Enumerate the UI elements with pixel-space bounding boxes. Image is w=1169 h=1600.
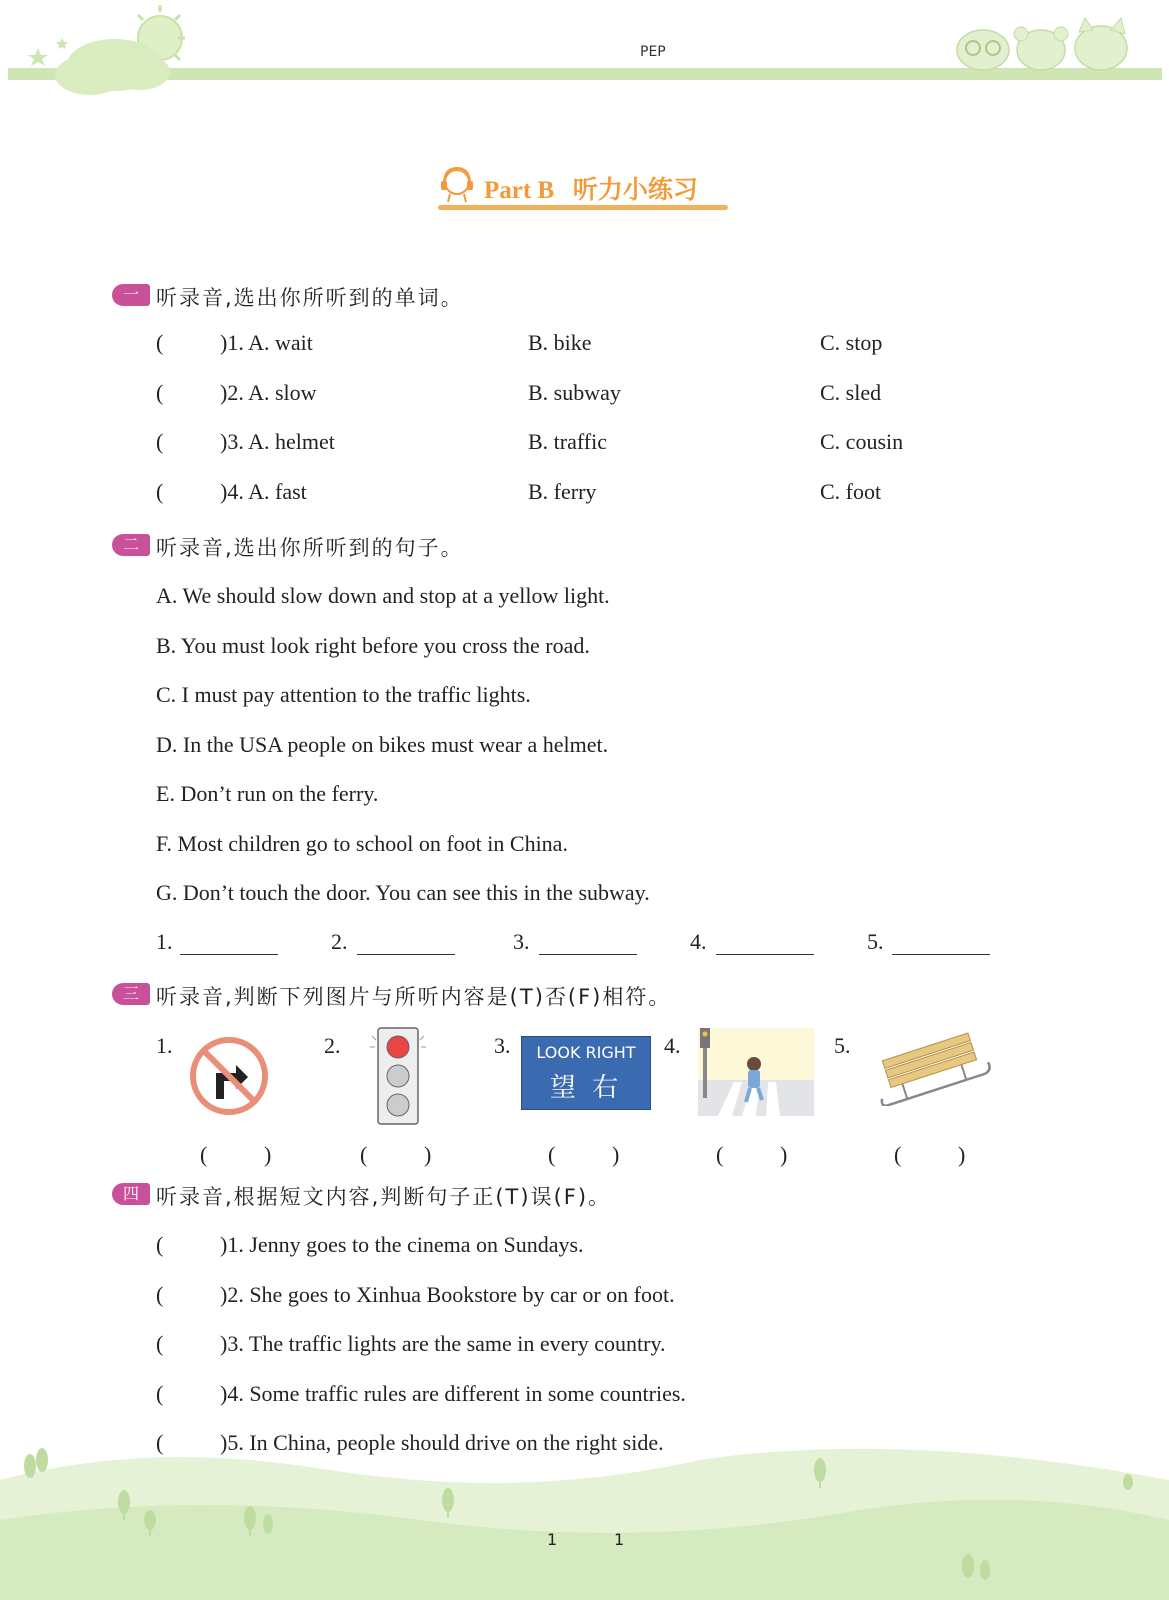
statement-text: )1. Jenny goes to the cinema on Sundays.: [220, 1232, 584, 1257]
item-option-c: C. foot: [820, 479, 882, 504]
sentence-e: E. Don’t run on the ferry.: [156, 781, 379, 806]
headphones-icon: [438, 164, 476, 204]
section2-badge: 二: [112, 534, 150, 556]
sun-cloud-decoration: [20, 0, 190, 100]
section2-title: 听录音,选出你所听到的句子。: [156, 536, 464, 560]
page-number-left: 1: [547, 1530, 558, 1549]
answer-open[interactable]: (: [156, 479, 164, 504]
answer-blank-5[interactable]: [892, 954, 990, 955]
sled-icon: [868, 1024, 994, 1106]
sentence-b: B. You must look right before you cross the road.: [156, 633, 590, 658]
answer-open[interactable]: (: [156, 1331, 164, 1356]
item-option-c: C. sled: [820, 380, 882, 405]
statement-text: )2. She goes to Xinhua Bookstore by car or on foot.: [220, 1282, 675, 1307]
child-crossing-road-icon: [698, 1028, 814, 1116]
title-underline: [438, 205, 728, 210]
statement-text: )3. The traffic lights are the same in every country.: [220, 1331, 666, 1356]
sign-text-english: LOOK RIGHT: [536, 1043, 636, 1062]
item-option-c: C. cousin: [820, 429, 904, 454]
sentence-g: G. Don’t touch the door. You can see this in the subway.: [156, 880, 650, 905]
no-right-turn-sign-icon: [188, 1035, 270, 1117]
part-label: Part B: [484, 177, 555, 204]
picture-number-4: 4.: [664, 1033, 681, 1058]
answer-blank-3[interactable]: [539, 954, 637, 955]
answer-open[interactable]: (: [156, 1381, 164, 1406]
traffic-light-icon: [370, 1026, 426, 1126]
section4-title: 听录音,根据短文内容,判断句子正(T)误(F)。: [156, 1185, 612, 1209]
answer-close: ): [958, 1142, 966, 1167]
answer-open[interactable]: (: [156, 1232, 164, 1257]
item-option-b: B. bike: [528, 330, 592, 355]
part-title-text: [484, 170, 698, 206]
answer-close: ): [612, 1142, 620, 1167]
sentence-c: C. I must pay attention to the traffic lights.: [156, 682, 531, 707]
section3-title: 听录音,判断下列图片与所听内容是(T)否(F)相符。: [156, 985, 672, 1009]
item-option-a: )1. A. wait: [220, 330, 313, 355]
answer-open: (: [200, 1142, 208, 1167]
answer-blank-2[interactable]: [357, 954, 455, 955]
answer-close: ): [780, 1142, 788, 1167]
answer-blank-4[interactable]: [716, 954, 814, 955]
look-right-sign: [521, 1036, 651, 1110]
sentence-f: F. Most children go to school on foot in China.: [156, 831, 568, 856]
section4-badge: 四: [112, 1183, 150, 1205]
part-name: 听力小练习: [572, 177, 698, 204]
section1-badge: 一: [112, 284, 150, 306]
blank-label-1: 1.: [156, 929, 173, 954]
answer-open: (: [894, 1142, 902, 1167]
answer-open[interactable]: (: [156, 330, 164, 355]
part-title: [438, 164, 728, 214]
answer-open[interactable]: (: [156, 429, 164, 454]
answer-open: (: [548, 1142, 556, 1167]
blank-label-3: 3.: [513, 929, 530, 954]
blank-label-5: 5.: [867, 929, 884, 954]
picture-number-3: 3.: [494, 1033, 511, 1058]
item-option-b: B. ferry: [528, 479, 597, 504]
answer-open[interactable]: (: [156, 1430, 164, 1455]
sentence-d: D. In the USA people on bikes must wear a helmet.: [156, 732, 609, 757]
item-option-a: )2. A. slow: [220, 380, 317, 405]
picture-number-2: 2.: [324, 1033, 341, 1058]
blank-label-2: 2.: [331, 929, 348, 954]
item-option-b: B. subway: [528, 380, 621, 405]
picture-number-1: 1.: [156, 1033, 173, 1058]
item-option-a: )4. A. fast: [220, 479, 307, 504]
answer-open[interactable]: (: [156, 380, 164, 405]
statement-text: )4. Some traffic rules are different in some countries.: [220, 1381, 686, 1406]
answer-open: (: [360, 1142, 368, 1167]
section3-badge: 三: [112, 983, 150, 1005]
answer-close: ): [424, 1142, 432, 1167]
item-option-b: B. traffic: [528, 429, 608, 454]
answer-close: ): [264, 1142, 272, 1167]
animal-faces-decoration: [955, 14, 1135, 72]
statement-text: )5. In China, people should drive on the right side.: [220, 1430, 664, 1455]
section1-title: 听录音,选出你所听到的单词。: [156, 286, 464, 310]
footer-hills-decoration: [0, 1440, 1169, 1600]
answer-blank-1[interactable]: [180, 954, 278, 955]
header-label: PEP: [640, 44, 666, 60]
sentence-a: A. We should slow down and stop at a yellow light.: [156, 583, 610, 608]
page-number-right: 1: [614, 1530, 625, 1549]
answer-open: (: [716, 1142, 724, 1167]
picture-number-5: 5.: [834, 1033, 851, 1058]
blank-label-4: 4.: [690, 929, 707, 954]
item-option-a: )3. A. helmet: [220, 429, 335, 454]
item-option-c: C. stop: [820, 330, 883, 355]
sign-text-chinese: 望 右: [549, 1073, 623, 1103]
answer-open[interactable]: (: [156, 1282, 164, 1307]
